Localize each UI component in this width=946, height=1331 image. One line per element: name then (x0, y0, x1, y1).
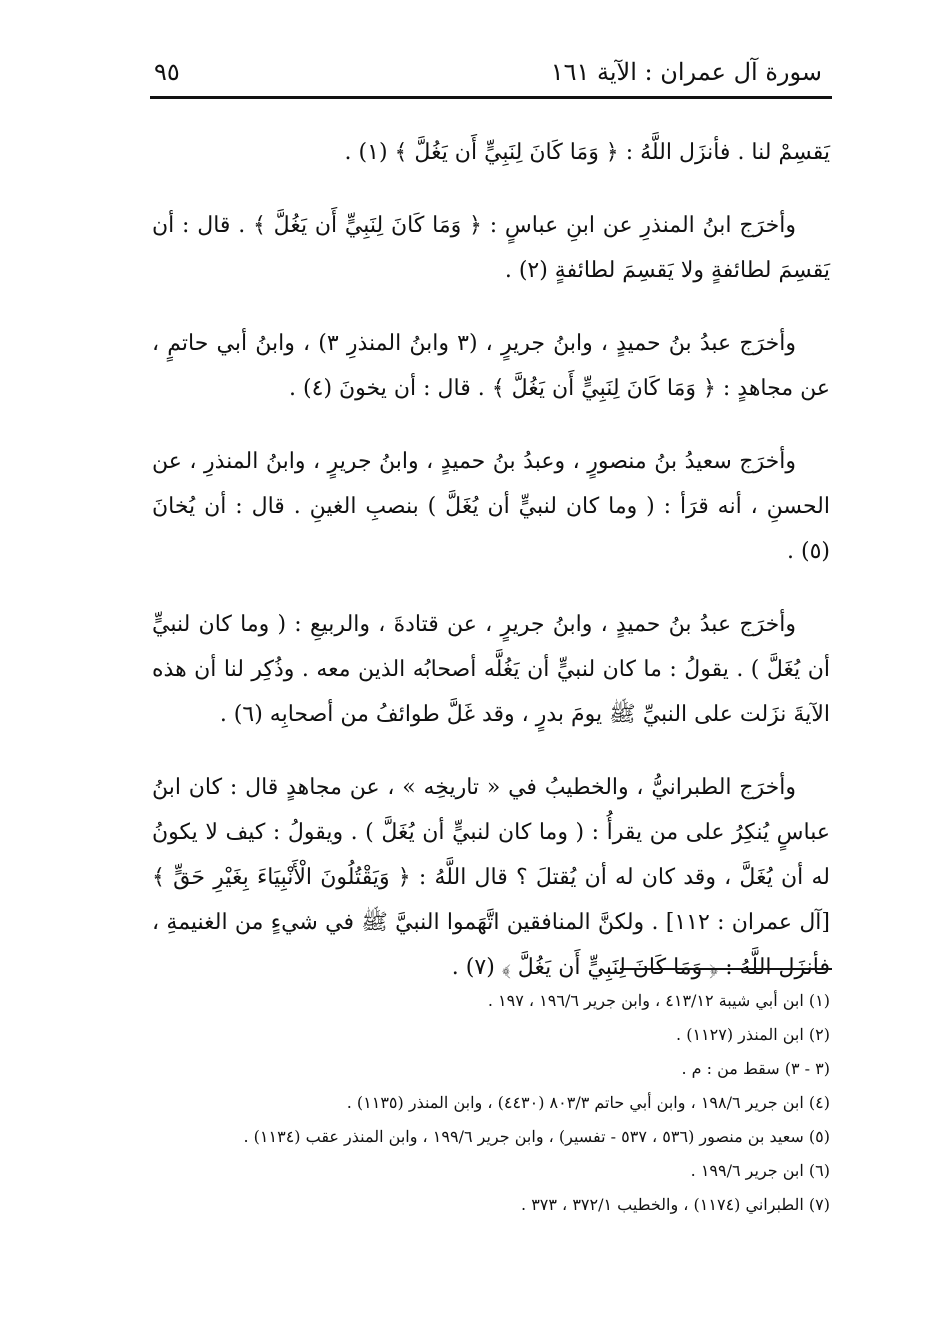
footnote: (١) ابن أبي شيبة ٤١٣/١٢ ، وابن جرير ١٩٦/٦ ، ١٩٧ . (487, 991, 830, 1010)
footnote: (٤) ابن جرير ١٩٨/٦ ، وابن أبي حاتم ٨٠٣/٣ (٤٤٣٠) ، وابن المنذر (١١٣٥) . (346, 1093, 830, 1112)
page-header (150, 58, 830, 92)
paragraph: وأخرَج عبدُ بنُ حميدٍ ، وابنُ جريرٍ ، عن قتادةَ ، والربيعِ : ( وما كان لنبيٍّ أن يُغَلَّ ) . يقولُ : ما كان لنبيٍّ أن يَغُلَّه أصحابُه الذين معه . وذُكِر لنا أن هذه الآيةَ نزَلت على النبيِّ ﷺ يومَ بدرٍ ، وقد غَلَّ طوائفُ من أصحابِه (٦) . (152, 612, 830, 727)
page-number: ٩٥ (154, 58, 180, 86)
footnote: (٥) سعيد بن منصور (٥٣٦ ، ٥٣٧ - تفسير) ، وابن جرير ١٩٩/٦ ، وابن المنذر عقب (١١٣٤) . (243, 1127, 830, 1146)
header-divider (150, 96, 832, 99)
footnote: (٦) ابن جرير ١٩٩/٦ . (690, 1161, 830, 1180)
footnote: (٧) الطبراني (١١٧٤) ، والخطيب ٣٧٢/١ ، ٣٧٣ . (521, 1195, 830, 1214)
footnote: (٢) ابن المنذر (١١٢٧) . (676, 1025, 830, 1044)
footnote: (٣ - ٣) سقط من : م . (681, 1059, 830, 1078)
paragraph: وأخرَج ابنُ المنذرِ عن ابنِ عباسٍ : ﴿ وَمَا كَانَ لِنَبِيٍّ أَن يَغُلَّ ﴾ . قال : أن يَقسِمَ لطائفةٍ ولا يَقسِمَ لطائفةٍ (٢) . (152, 213, 830, 283)
paragraph: وأخرَج عبدُ بنُ حميدٍ ، وابنُ جريرٍ ، (٣ وابنُ المنذرِ ٣) ، وابنُ أبي حاتمٍ ، عن مجاهدٍ : ﴿ وَمَا كَانَ لِنَبِيٍّ أَن يَغُلَّ ﴾ . قال : أن يخونَ (٤) . (152, 331, 830, 401)
paragraph: وأخرَج سعيدُ بنُ منصورٍ ، وعبدُ بنُ حميدٍ ، وابنُ جريرٍ ، وابنُ المنذرِ ، عن الحسنِ ، أنه قرَأ : ( وما كان لنبيٍّ أن يُغَلَّ ) بنصبِ الغينِ . قال : أن يُخانَ (٥) . (152, 449, 830, 564)
footnotes (152, 984, 830, 1222)
running-title: سورة آل عمران : الآية ١٦١ (550, 58, 822, 86)
footnote-divider (620, 968, 832, 970)
paragraph: وأخرَج الطبرانيُّ ، والخطيبُ في « تاريخِه » ، عن مجاهدٍ قال : كان ابنُ عباسٍ يُنكِرُ على من يقرأُ : ( وما كان لنبيٍّ أن يُغَلَّ ) . ويقولُ : كيف لا يكونُ له أن يُغَلَّ ، وقد كان له أن يُقتلَ ؟ قال اللَّهُ : ﴿ وَيَقْتُلُونَ الْأَنْبِيَاءَ بِغَيْرِ حَقٍّ ﴾ [آل عمران : ١١٢] . ولكنَّ المنافقين اتَّهَموا النبيَّ ﷺ في شيءٍ من الغنيمةِ ، فأنزَل اللَّهُ : ﴿ وَمَا كَانَ لِنَبِيٍّ أَن يَغُلَّ ﴾ (٧) . (152, 775, 831, 980)
paragraph: يَقسِمْ لنا . فأنزَل اللَّهُ : ﴿ وَمَا كَانَ لِنَبِيٍّ أَن يَغُلَّ ﴾ (١) . (344, 140, 830, 165)
main-text (152, 130, 830, 1018)
